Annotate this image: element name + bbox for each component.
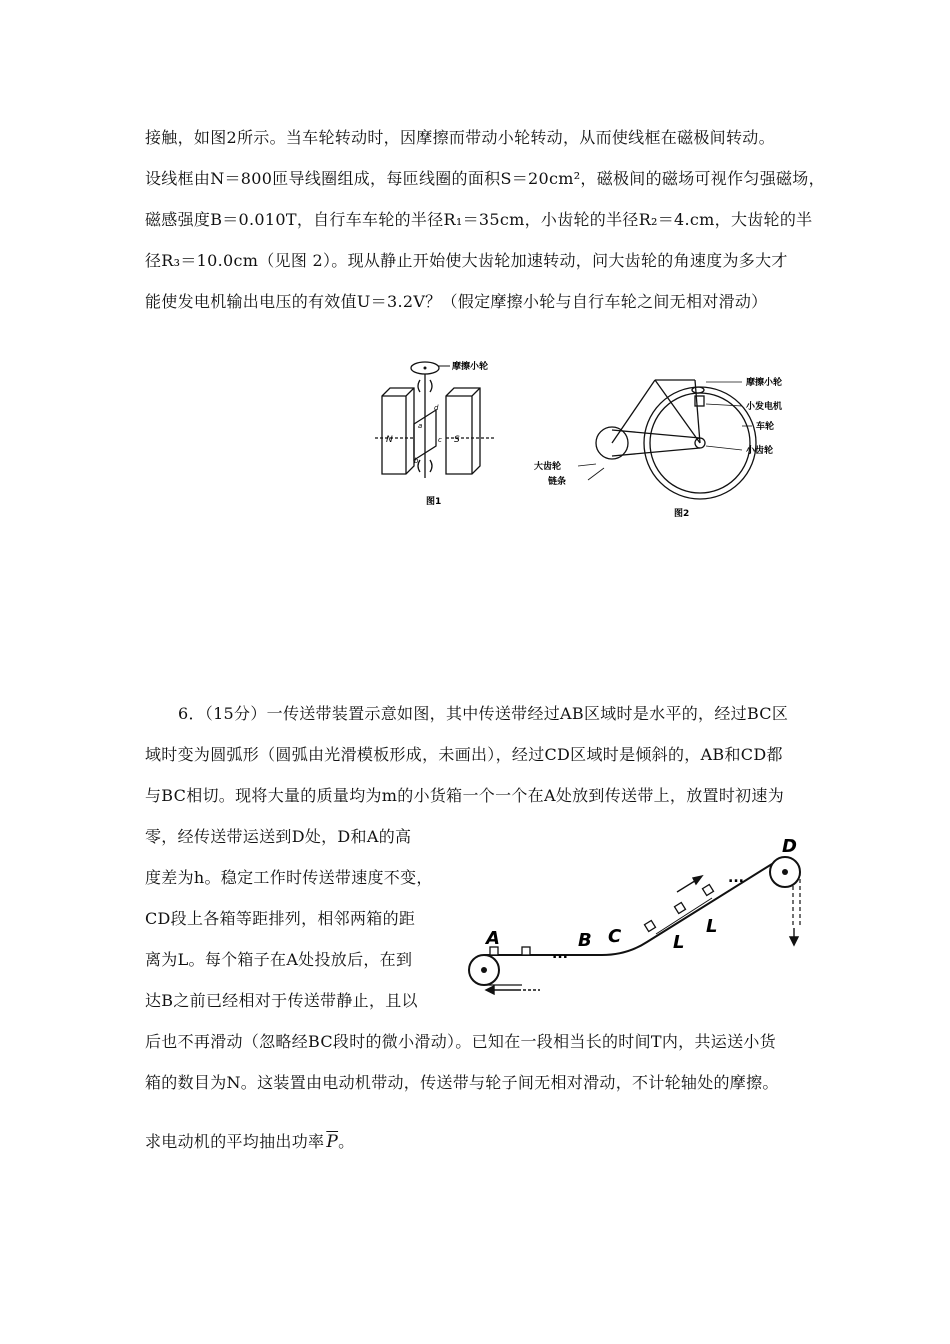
svg-text:C: C <box>608 926 622 947</box>
svg-text:大齿轮: 大齿轮 <box>534 462 562 472</box>
svg-text:小发电机: 小发电机 <box>746 402 783 412</box>
problem6-line-11 <box>145 1130 354 1154</box>
problem6-line-7: 离为L。每个箱子在A处投放后，在到 <box>145 950 413 969</box>
svg-text:摩擦小轮: 摩擦小轮 <box>452 362 489 372</box>
svg-text:B: B <box>578 930 592 951</box>
svg-text:A: A <box>486 928 500 949</box>
problem5-line-2: 设线框由N＝800匝导线圈组成，每匝线圈的面积S＝20cm²，磁极间的磁场可视作匀强磁场， <box>145 169 825 188</box>
svg-text:N: N <box>386 435 393 445</box>
end-punct: 。 <box>338 1132 355 1151</box>
problem6-line-9: 后也不再滑动（忽略经BC段时的微小滑动）。已知在一段相当长的时间T内，共运送小货 <box>145 1032 776 1051</box>
problem6-line-2: 域时变为圆弧形（圆弧由光滑模板形成，未画出），经过CD区域时是倾斜的，AB和CD都 <box>145 745 783 764</box>
svg-text:L: L <box>673 932 685 953</box>
svg-text:d: d <box>434 404 439 412</box>
figure-2 <box>530 368 820 523</box>
problem6-line-8: 达B之前已经相对于传送带静止，且以 <box>145 991 418 1010</box>
svg-text:小齿轮: 小齿轮 <box>746 446 774 456</box>
problem6-line-10: 箱的数目为N。这装置由电动机带动，传送带与轮子间无相对滑动，不计轮轴处的摩擦。 <box>145 1073 779 1092</box>
problem5-line-5: 能使发电机输出电压的有效值U＝3.2V？（假定摩擦小轮与自行车轮之间无相对滑动） <box>145 292 768 311</box>
svg-text:...: ... <box>728 870 744 886</box>
problem6-line-1: 6．（15分）一传送带装置示意如图，其中传送带经过AB区域时是水平的，经过BC区 <box>178 704 789 723</box>
problem5-line-3: 磁感强度B＝0.010T，自行车车轮的半径R₁＝35cm，小齿轮的半径R₂＝4.cm，大齿轮的半 <box>145 210 813 229</box>
svg-text:L: L <box>706 916 718 937</box>
svg-text:链条: 链条 <box>548 477 567 487</box>
problem6-line-6: CD段上各箱等距排列，相邻两箱的距 <box>145 909 416 928</box>
svg-text:S: S <box>454 435 460 445</box>
svg-text:图1: 图1 <box>426 497 442 507</box>
problem5-line-4: 径R₃＝10.0cm（见图 2）。现从静止开始使大齿轮加速转动，问大齿轮的角速度为多大才 <box>145 251 788 270</box>
svg-text:a: a <box>418 422 423 430</box>
problem6-line-4: 零，经传送带运送到D处，D和A的高 <box>145 827 412 846</box>
power-symbol: $\overline{P}$ <box>326 1132 339 1152</box>
svg-text:图2: 图2 <box>674 509 690 519</box>
conveyor-figure <box>462 830 817 1000</box>
svg-text:车轮: 车轮 <box>756 422 775 432</box>
question-text: 求电动机的平均抽出功率 <box>145 1132 325 1151</box>
figure-1 <box>370 348 510 518</box>
svg-text:b: b <box>414 457 419 465</box>
problem6-line-5: 度差为h。稳定工作时传送带速度不变， <box>145 868 433 887</box>
svg-text:...: ... <box>552 946 568 962</box>
svg-text:D: D <box>782 836 797 857</box>
problem6-line-3: 与BC相切。现将大量的质量均为m的小货箱一个一个在A处放到传送带上，放置时初速为 <box>145 786 785 805</box>
problem5-line-1: 接触，如图2所示。当车轮转动时，因摩擦而带动小轮转动，从而使线框在磁极间转动。 <box>145 128 775 147</box>
svg-text:摩擦小轮: 摩擦小轮 <box>746 378 783 388</box>
svg-text:c: c <box>438 436 442 444</box>
